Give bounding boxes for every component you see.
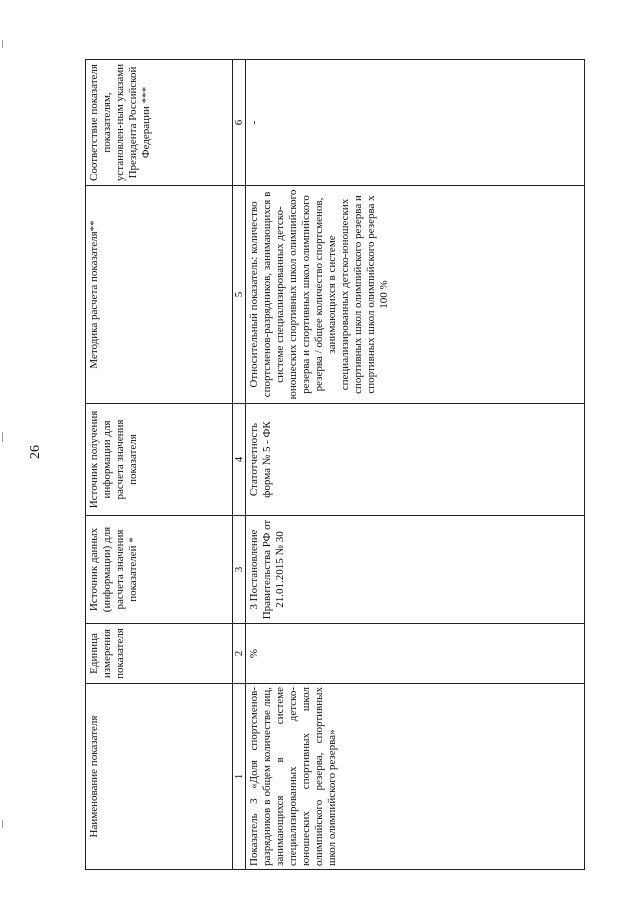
column-number-row <box>233 60 246 870</box>
header-correspondence: Соответствие показателя показателям, установлен-ным указами Президента Российской Федерации *** <box>86 60 233 186</box>
column-number: 1 <box>233 684 246 870</box>
header-source-data: Источник данных (информации) для расчета значения показателей * <box>86 516 233 624</box>
margin-mark <box>2 40 3 48</box>
margin-mark <box>2 432 3 442</box>
unit-cell: % <box>246 624 585 684</box>
column-number: 3 <box>233 516 246 624</box>
method-cell: Относительный показатель: количество спортсменов-разрядников, занимающихся в системе специализированных детско-юношеских спортивных школ олимпийского резерва и спортивных школ олимпийского резерва / общее количество спортсменов, занимающихся в системе специализированных детско-юношеских спортивных школ олимпийского резерва и спортивных школ олимпийского резерва х 100 % <box>246 186 585 404</box>
column-number: 4 <box>233 404 246 516</box>
header-method: Методика расчета показателя** <box>86 186 233 404</box>
source-info-cell: Статотчетность форма № 5 - ФК <box>246 404 585 516</box>
indicator-name-cell: Показатель 3 «Доля спортсменов-разрядников в общем количестве лиц, занимающихся в системе специализированных детско-юношеских спортивных школ олимпийского резерва, спортивных школ олимпийского резерва» <box>246 684 585 870</box>
correspondence-cell: - <box>246 60 585 186</box>
header-row <box>86 60 233 870</box>
rotated-table-container <box>85 60 585 870</box>
header-source-info: Источник получения информации для расчета значения показателя <box>86 404 233 516</box>
column-number: 5 <box>233 186 246 404</box>
header-unit: Единица измерения показателя <box>86 624 233 684</box>
indicator-table <box>85 59 585 870</box>
column-number: 6 <box>233 60 246 186</box>
page-number: 26 <box>28 445 43 459</box>
margin-mark <box>2 820 3 828</box>
source-data-cell: 3 Постановление Правительства РФ от 21.01.2015 № 30 <box>246 516 585 624</box>
table-row <box>246 60 585 870</box>
column-number: 2 <box>233 624 246 684</box>
header-name: Наименование показателя <box>86 684 233 870</box>
